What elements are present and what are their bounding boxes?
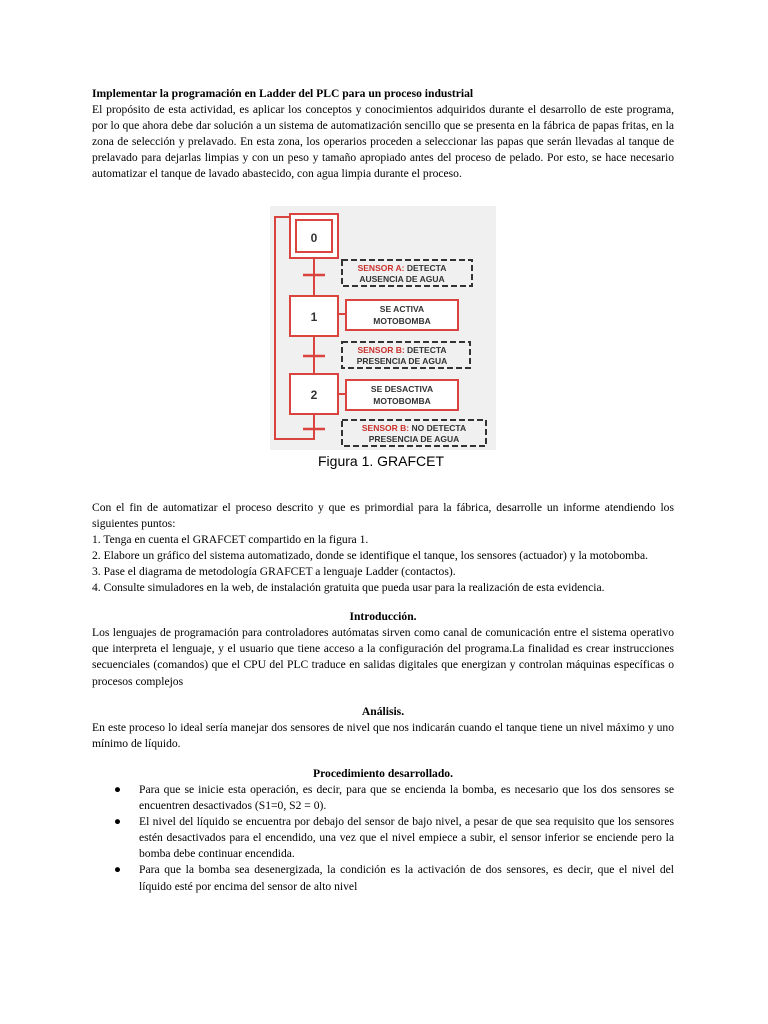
task-2: 2. Elabore un gráfico del sistema automatizado, donde se identifique el tanque, los sensores (actuador) y la motobomba. xyxy=(92,548,649,562)
step-1-label: 1 xyxy=(310,309,318,324)
task-4: 4. Consulte simuladores en la web, de instalación gratuita que pueda usar para la realización de esta evidencia. xyxy=(92,581,605,595)
bullet-icon: ● xyxy=(114,782,122,796)
step-0-label: 0 xyxy=(310,230,318,245)
grafcet-diagram xyxy=(270,206,496,450)
intro-paragraph: El propósito de esta actividad, es aplicar los conceptos y conocimientos adquiridos durante el desarrollo de este programa, por lo que ahora debe dar solución a un sistema de automatización sencillo que se presenta en la fábrica de papas fritas, en la zona de selección y prelavado. En esta zona, los operarios proceden a seleccionar las papas que serán llevadas al tanque de prelavado para dejarlas limpias y con un peso y tamaño apropiado antes del proceso de pelado. Por esto, se hace necesario automatizar el tanque de lavado abastecido, con agua limpia durante el proceso. xyxy=(92,103,674,181)
task-3: 3. Pase el diagrama de metodología GRAFCET a lenguaje Ladder (contactos). xyxy=(92,564,456,578)
task-1: 1. Tenga en cuenta el GRAFCET compartido en la figura 1. xyxy=(92,532,369,546)
list-item xyxy=(92,862,674,894)
list-item xyxy=(92,814,674,862)
condition-2-line2: PRESENCIA DE AGUA xyxy=(356,355,448,366)
task-intro: Con el fin de automatizar el proceso descrito y que es primordial para la fábrica, desarrolle un informe atendiendo los siguientes puntos: xyxy=(92,500,674,530)
list-item-text: Para que se inicie esta operación, es decir, para que se encienda la bomba, es necesario que los dos sensores se encuentren desactivados (S1=0, S2 = 0). xyxy=(139,782,674,813)
procedimiento-heading: Procedimiento desarrollado. xyxy=(313,766,453,780)
condition-3-sensor: SENSOR B: xyxy=(361,422,410,433)
condition-1-line2: AUSENCIA DE AGUA xyxy=(359,273,445,284)
document-title: Implementar la programación en Ladder del PLC para un proceso industrial xyxy=(92,87,474,100)
introduccion-heading: Introducción. xyxy=(349,610,417,624)
list-item-text: Para que la bomba sea desenergizada, la condición es la activación de dos sensores, es decir, que el nivel del líquido esté por encima del sensor de alto nivel xyxy=(139,863,674,893)
condition-3-rest: NO DETECTA xyxy=(409,422,467,433)
analisis-text: En este proceso lo ideal sería manejar dos sensores de nivel que nos indicarán cuando el tanque tiene un nivel máximo y uno mínimo de líquido. xyxy=(92,720,674,750)
action-2-line1: SE DESACTIVA xyxy=(370,383,434,394)
condition-2-line1 xyxy=(357,345,446,355)
procedimiento-list xyxy=(92,782,674,895)
action-2-line2: MOTOBOMBA xyxy=(373,395,431,406)
bullet-icon: ● xyxy=(114,863,122,877)
condition-2-sensor: SENSOR B: xyxy=(357,344,405,355)
condition-1-line1 xyxy=(358,263,447,273)
action-1-line2: MOTOBOMBA xyxy=(373,315,431,326)
step-2-label: 2 xyxy=(310,387,318,402)
bullet-icon: ● xyxy=(114,815,122,829)
grafcet-figure xyxy=(92,206,674,488)
list-item xyxy=(92,782,674,814)
condition-1-rest: DETECTA xyxy=(404,262,447,273)
condition-3-line1 xyxy=(362,423,466,433)
document-page xyxy=(92,86,674,895)
list-item-text: El nivel del líquido se encuentra por debajo del sensor de bajo nivel, a pesar de que sea requisito que los sensores estén desactivados para el encendido, una vez que el nivel empiece a subir, el sensor inferior se enciende pero la bomba debe continuar encendida. xyxy=(139,815,674,861)
introduccion-text: Los lenguajes de programación para controladores autómatas sirven como canal de comunicación entre el sistema operativo que interpreta el lenguaje, y el usuario que tiene acceso a la configuración del programa.La finalidad es crear instrucciones secuenciales (comandos) que el CPU del PLC traduce en salidas digitales que energizan y controlan máquinas específicas o procesos complejos xyxy=(92,626,674,688)
condition-2-rest: DETECTA xyxy=(404,344,447,355)
condition-1-sensor: SENSOR A: xyxy=(357,262,405,273)
action-1-line1: SE ACTIVA xyxy=(379,303,425,314)
condition-3-line2: PRESENCIA DE AGUA xyxy=(368,433,460,444)
figure-caption: Figura 1. GRAFCET xyxy=(318,452,445,469)
analisis-heading: Análisis. xyxy=(361,704,405,718)
